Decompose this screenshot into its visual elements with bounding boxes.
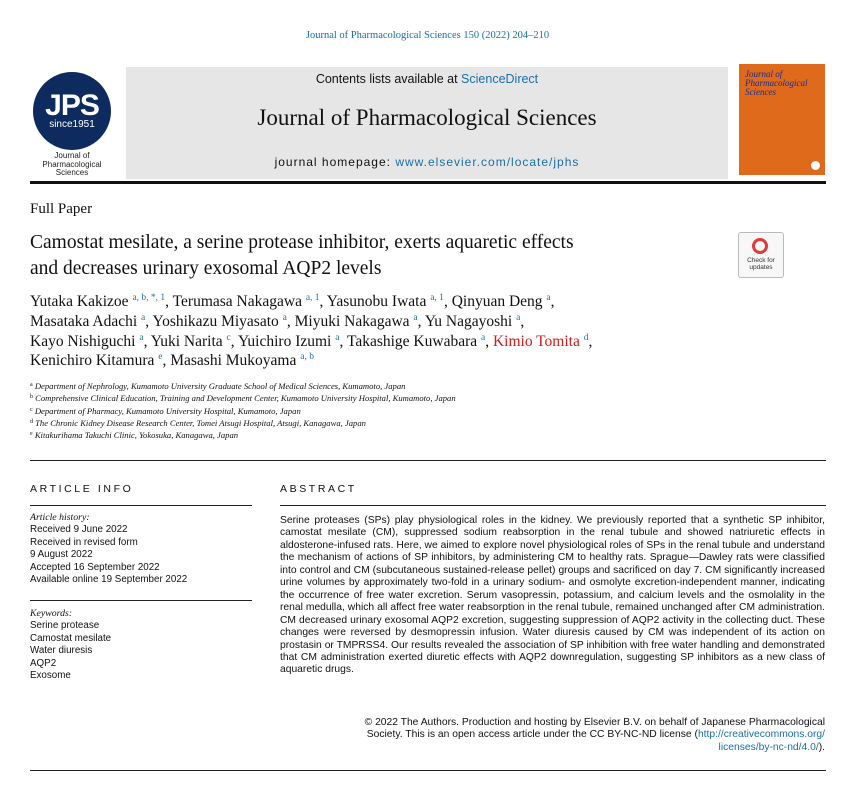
article-type: Full Paper <box>30 201 93 217</box>
author <box>30 352 166 369</box>
history-items <box>30 524 187 586</box>
logo-name-line: Sciences <box>55 168 89 177</box>
jps-logo <box>30 72 114 178</box>
license-link[interactable]: licenses/by-nc-nd/4.0/ <box>718 741 819 753</box>
author-name[interactable]: Masataka Adachi <box>30 312 138 330</box>
author-name[interactable]: Terumasa Nakagawa <box>172 293 302 310</box>
author <box>151 333 235 350</box>
journal-homepage <box>126 155 728 169</box>
journal-cover-image[interactable] <box>739 64 825 175</box>
affiliation-key: b <box>30 394 33 401</box>
author-affiliation-mark[interactable]: a <box>139 332 144 343</box>
keyword-items <box>30 620 111 682</box>
author-affiliation-mark[interactable]: a <box>481 332 486 343</box>
author-name[interactable]: Yuki Narita <box>150 332 223 350</box>
keyword-item: AQP2 <box>30 657 57 669</box>
bookmark-icon <box>752 238 768 254</box>
author-separator: , <box>550 293 555 310</box>
check-for-updates-label <box>739 257 783 271</box>
author-separator: , <box>417 312 422 330</box>
abstract-text: Serine proteases (SPs) play physiological roles in the kidney. We previously reported that a synthetic SP inhibitor, camostat mesilate (CM), suppressed sodium reabsorption in the renal tubule and showed natriuretic effects in aldosterone-infused rats. Here, we aimed to explore novel physiological roles of SPs in the renal tubule and understand the mechanism of actions of SP inhibitors, by administering CM to healthy rats. Sprague—Dawley rats were classified into control and CM (subcutaneous sustained-release pellet) groups and sacrificed on day 7. CM significantly increased urine volumes by approximately two-fold in a urinary sodium- and osmolyte excretion-independent manner, indicating the occurrence of free water excretion. Serum vasopressin, potassium, and calcium levels and the osmolality in the renal medulla, which all affect free water reabsorption in the renal tubule, remained unchanged after CM administration. CM decreased urinary exosomal AQP2 excretion, suggesting suppression of AQP2 activity in the collecting duct. These changes were reversed by desmopressin infusion. Water diuresis caused by CM was independent of its action on prostasin or TMPRSS4. Our results revealed the association of SP inhibition with free water handling and demonstrated that CM administration exerted diuretic effects with AQP2 downregulation, suggesting SP inhibitors as a new class of aquaretic drugs. <box>280 515 825 676</box>
cover-title-line: Sciences <box>745 87 776 97</box>
author-separator: , <box>485 332 490 350</box>
article-info-divider <box>30 505 252 506</box>
author-separator: , <box>230 332 235 350</box>
affiliation-text: Department of Nephrology, Kumamoto University Graduate School of Medical Sciences, Kumamoto, Japan <box>34 381 406 391</box>
author-affiliation-mark[interactable]: a, 1 <box>430 293 444 303</box>
affiliation-key: c <box>30 406 33 413</box>
author-name[interactable]: Yutaka Kakizoe <box>30 293 129 310</box>
abstract-heading: ABSTRACT <box>280 483 357 495</box>
copyright-line <box>280 742 825 754</box>
author <box>347 333 489 350</box>
article-history <box>30 512 187 586</box>
affiliation <box>30 417 456 429</box>
affiliation-text: The Chronic Kidney Disease Research Center, Tomei Atsugi Hospital, Atsugi, Kanagawa, Japan <box>35 417 366 428</box>
author <box>152 313 290 330</box>
affiliation-key: d <box>30 418 33 425</box>
cover-title-line: Pharmacological <box>745 78 808 88</box>
affiliation <box>30 405 456 417</box>
homepage-prefix: journal homepage: <box>274 155 396 169</box>
contents-prefix: Contents lists available at <box>315 72 462 86</box>
author-line <box>30 312 810 332</box>
jps-logo-name <box>30 152 114 178</box>
jps-logo-emblem <box>33 72 111 150</box>
abstract-divider <box>280 505 826 506</box>
affiliation <box>30 380 456 392</box>
author <box>327 293 448 310</box>
author-name[interactable]: Takashige Kuwabara <box>346 332 478 350</box>
check-badge-line: Check for <box>747 257 775 264</box>
author-name[interactable]: Masashi Mukoyama <box>170 352 297 370</box>
author <box>425 313 524 330</box>
paper-title-line: and decreases urinary exosomal AQP2 levels <box>30 258 382 279</box>
section-divider <box>30 460 826 461</box>
affiliation-key: a <box>30 382 33 388</box>
author-separator: , <box>165 293 170 310</box>
affiliation <box>30 429 456 441</box>
author-affiliation-mark[interactable]: c <box>226 332 231 343</box>
cover-publisher-mark <box>811 161 820 170</box>
author <box>30 293 169 310</box>
author-affiliation-mark[interactable]: a <box>413 312 418 323</box>
journal-citation[interactable]: Journal of Pharmacological Sciences 150 (2022) 204–210 <box>305 30 550 41</box>
affiliation-list <box>30 380 456 441</box>
author <box>30 313 149 330</box>
author-affiliation-mark[interactable]: e <box>158 352 163 363</box>
history-item: Received in revised form <box>30 536 138 548</box>
copyright-notice <box>280 717 825 754</box>
logo-name-line: Pharmacological <box>42 159 102 169</box>
jps-logo-since: since1951 <box>49 119 95 130</box>
history-item: 9 August 2022 <box>30 549 93 561</box>
author-name[interactable]: Yoshikazu Miyasato <box>152 312 279 330</box>
paper-title <box>30 230 730 282</box>
homepage-link[interactable]: www.elsevier.com/locate/jphs <box>395 155 580 169</box>
keywords-divider <box>30 600 252 601</box>
author-line <box>30 351 810 371</box>
author <box>295 313 422 330</box>
cover-title-line: Journal of <box>745 69 783 79</box>
keyword-item: Camostat mesilate <box>30 632 112 644</box>
author-affiliation-mark[interactable]: a <box>516 312 521 323</box>
check-for-updates-button[interactable] <box>738 232 784 278</box>
author-affiliation-mark[interactable]: a <box>282 312 287 323</box>
author-affiliation-mark[interactable]: a <box>546 293 551 303</box>
author <box>30 333 147 350</box>
author <box>173 293 324 310</box>
affiliation-text: Comprehensive Clinical Education, Training and Development Center, Kumamoto University Hospital, Kumamoto, Japan <box>35 393 456 404</box>
keyword-item: Exosome <box>30 670 71 682</box>
author <box>493 333 592 350</box>
keywords-label: Keywords: <box>30 608 73 619</box>
author-name[interactable]: Qinyuan Deng <box>451 293 543 310</box>
author-name[interactable]: Yasunobu Iwata <box>326 293 427 310</box>
sciencedirect-link[interactable]: ScienceDirect <box>461 72 539 86</box>
author <box>452 293 555 310</box>
header-divider <box>30 181 826 184</box>
author-line <box>30 292 810 312</box>
author <box>170 352 314 369</box>
author-separator: , <box>145 312 150 330</box>
author-affiliation-mark[interactable]: a <box>141 312 146 323</box>
author-name[interactable]: Kayo Nishiguchi <box>30 332 136 350</box>
author-affiliation-mark[interactable]: d <box>583 332 589 343</box>
author-list <box>30 292 810 371</box>
author-separator: , <box>520 312 525 330</box>
author-separator: , <box>443 293 448 310</box>
paper-title-line: Camostat mesilate, a serine protease inhibitor, exerts aquaretic effects <box>30 232 574 253</box>
affiliation <box>30 392 456 404</box>
affiliation-text: Department of Pharmacy, Kumamoto University Hospital, Kumamoto, Japan <box>34 405 301 416</box>
author-affiliation-mark[interactable]: a, b <box>300 352 314 363</box>
journal-banner <box>126 67 728 179</box>
author-affiliation-mark[interactable]: a, b, *, 1 <box>132 293 166 303</box>
affiliation-text: Kitakurihama Takuchi Clinic, Yokosuka, Kanagawa, Japan <box>34 430 239 441</box>
author-affiliation-mark[interactable]: a <box>335 332 340 343</box>
author-separator: , <box>319 293 324 310</box>
logo-name-line: Journal of <box>54 151 90 160</box>
author-separator: , <box>339 332 344 350</box>
history-item: Received 9 June 2022 <box>30 524 128 536</box>
footer-divider <box>30 770 826 771</box>
license-link[interactable]: http://creativecommons.org/ <box>697 729 825 741</box>
author-line <box>30 332 810 352</box>
copyright-line <box>280 729 825 741</box>
jps-logo-mark: JPS <box>45 89 99 122</box>
keyword-item: Serine protease <box>30 620 100 632</box>
author-name[interactable]: Kimio Tomita <box>492 332 580 350</box>
author <box>238 333 343 350</box>
author-name[interactable]: Yuichiro Izumi <box>237 332 332 350</box>
author-affiliation-mark[interactable]: a, 1 <box>305 293 320 303</box>
affiliation-key: e <box>30 431 33 438</box>
check-badge-line: updates <box>749 264 773 271</box>
license-suffix: ). <box>818 741 825 753</box>
history-label: Article history: <box>30 512 90 523</box>
article-info-heading: ARTICLE INFO <box>30 483 134 495</box>
author-separator: , <box>143 332 148 350</box>
contents-available <box>126 72 728 86</box>
author-name[interactable]: Miyuki Nakagawa <box>294 312 410 330</box>
keyword-item: Water diuresis <box>30 645 93 657</box>
history-item: Accepted 16 September 2022 <box>30 561 160 573</box>
author-name[interactable]: Yu Nagayoshi <box>424 312 513 330</box>
license-prefix: Society. This is an open access article under the CC BY-NC-ND license ( <box>366 729 698 741</box>
author-separator: , <box>162 352 167 370</box>
author-separator: , <box>588 332 593 350</box>
cover-title <box>745 70 808 97</box>
author-name[interactable]: Kenichiro Kitamura <box>30 352 155 370</box>
copyright-line: © 2022 The Authors. Production and hosting by Elsevier B.V. on behalf of Japanese Pharmacological <box>364 717 825 728</box>
journal-title: Journal of Pharmacological Sciences <box>257 105 597 130</box>
history-item: Available online 19 September 2022 <box>30 574 188 586</box>
keywords <box>30 608 111 682</box>
author-separator: , <box>286 312 291 330</box>
